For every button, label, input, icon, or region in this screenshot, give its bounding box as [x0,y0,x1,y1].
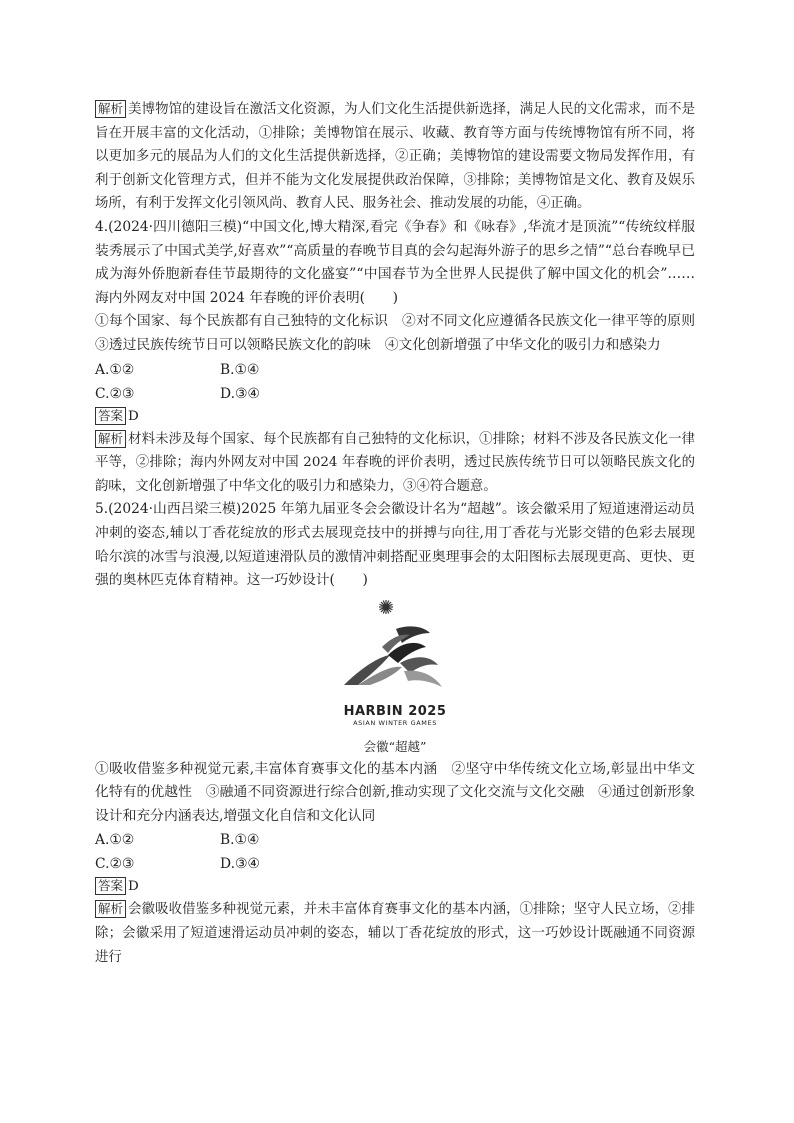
q5-statements: ①吸收借鉴多种视觉元素,丰富体育赛事文化的基本内涵 ②坚守中华传统文化立场,彰显出中华文化特有的优越性 ③融通不同资源进行综合创新,推动实现了文化交流与文化交融 ④通过创新形象设计和充分内涵表达,增强文化自信和文化认同 [95,760,695,824]
q3-analysis [95,98,695,216]
q5-options-row2 [95,852,695,876]
harbin-2025-emblem-icon [330,599,460,709]
q4-answer-value: D [128,408,139,424]
q3-analysis-tag: 解析 [95,100,126,118]
page-content [95,98,709,969]
logo-caption: 会徽“超越” [363,738,427,754]
logo-title: HARBIN 2025 [343,703,447,719]
q5-answer-tag: 答案 [95,877,126,895]
logo-subtitle: ASIAN WINTER GAMES [353,718,437,727]
q5-option-d: D.③④ [220,856,260,873]
q5-analysis-tag: 解析 [95,900,126,918]
q5-option-a: A.①② [95,832,135,849]
q4-statements: ①每个国家、每个民族都有自己独特的文化标识 ②对不同文化应遵循各民族文化一律平等的原则 ③透过民族传统节日可以领略民族文化的韵味 ④文化创新增强了中华文化的吸引力和感染力 [95,313,709,353]
q5-options-row1 [95,828,695,852]
q5-answer-value: D [128,879,139,895]
harbin-2025-logo [330,599,460,709]
q4-answer [95,406,695,428]
q5-analysis-text: 会徽吸收借鉴多种视觉元素，并未丰富体育赛事文化的基本内涵，①排除；坚守人民立场，②排除；会徽采用了短道速滑运动员冲刺的姿态，辅以丁香花绽放的形式，这一巧妙设计既融通不同资源进行 [95,902,695,965]
q4-option-c: C.②③ [95,385,135,402]
q4-option-d: D.③④ [220,385,260,402]
q4-analysis-text: 材料未涉及每个国家、每个民族都有自己独特的文化标识，①排除；材料不涉及各民族文化一律平等，②排除；海内外网友对中国 2024 年春晚的评价表明，透过民族传统节日可以领略民族文化的韵味，文化创新增强了中华文化的吸引力和感染力，③④符合题意。 [95,431,695,494]
q4-analysis-tag: 解析 [95,430,126,448]
q4-options-row1 [95,358,695,382]
q4-options-row2 [95,382,695,406]
q4-stem: 4.(2024·四川德阳三模)“中国文化,博大精深,看完《争春》和《咏春》,华流才是顶流”“传统纹样服装秀展示了中国式美学,好喜欢”“高质量的春晚节目真的会勾起海外游子的思乡之情”“总台春晚早已成为海外侨胞新春佳节最期待的文化盛宴”“中国春节为全世界人民提供了解中国文化的机会”……海内外网友对中国 2024 年春晚的评价表明( ) [95,218,695,306]
q5-option-c: C.②③ [95,856,135,873]
q5-stem: 5.(2024·山西吕梁三模)2025 年第九届亚冬会会徽设计名为“超越”。该会徽采用了短道速滑运动员冲刺的姿态,辅以丁香花绽放的形式去展现竞技中的拼搏与向往,用丁香花与光影交错的色彩去展现哈尔滨的冰雪与浪漫,以短道速滑队员的激情冲刺搭配亚奥理事会的太阳图标去展现更高、更快、更强的奥林匹克体育精神。这一巧妙设计( ) [95,501,695,589]
q4-option-b: B.①④ [220,361,260,378]
q4-analysis [95,428,695,499]
q4-answer-tag: 答案 [95,407,126,425]
q3-analysis-text: 美博物馆的建设旨在激活文化资源，为人们文化生活提供新选择，满足人民的文化需求，而不是旨在开展丰富的文化活动，①排除；美博物馆在展示、收藏、教育等方面与传统博物馆有所不同，将以更加多元的展品为人们的文化生活提供新选择，②正确；美博物馆的建设需要文物局发挥作用，有利于创新文化管理方式，但并不能为文化发展提供政治保障，③排除；美博物馆是文化、教育及娱乐场所，有利于发挥文化引领风尚、教育人民、服务社会、推动发展的功能，④正确。 [95,102,695,212]
q4-option-a: A.①② [95,361,135,378]
q5-analysis [95,898,695,969]
q5-answer [95,876,695,898]
q5-option-b: B.①④ [220,832,260,849]
